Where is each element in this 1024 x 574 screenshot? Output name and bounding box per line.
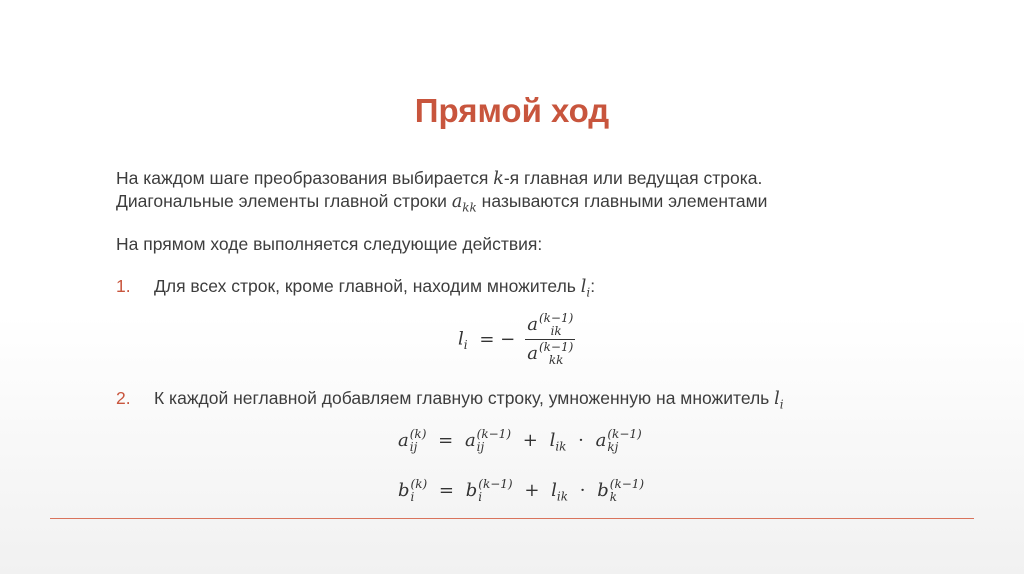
formula-multiplier: $l_i$ = − a (k−1) ik a (k−1) kk <box>458 311 574 367</box>
formula-matrix-update: a (k) ij = a (k−1) ij + $l_{ik} \cdot a$ (k−1) kj <box>398 427 642 454</box>
formula-vector-update: b (k) i = b (k−1) i + $l_{ik} \cdot b$ (k−1) k <box>398 477 645 504</box>
list-number: 2. <box>116 388 131 408</box>
paragraph-intro <box>116 167 767 219</box>
paragraph-intro-line1: На каждом шаге преобразования выбирается k-я главная или ведущая строка. <box>116 168 763 189</box>
paragraph-intro-line2: Диагональные элементы главной строки $a_{kk}$ называются главными элементами <box>116 191 768 215</box>
slide-title: Прямой ход <box>414 92 610 129</box>
paragraph-actions: На прямом ходе выполняется следующие действия: <box>116 234 543 254</box>
list-item: 2. К каждой неглавной добавляем главную строку, умноженную на множитель $l_i$ <box>116 388 784 412</box>
fraction: a (k−1) ik a (k−1) kk <box>527 311 574 367</box>
list-item: 1. Для всех строк, кроме главной, находим множитель $l_i$: <box>116 276 596 300</box>
footer-divider <box>50 518 974 519</box>
list-number: 1. <box>116 276 131 296</box>
